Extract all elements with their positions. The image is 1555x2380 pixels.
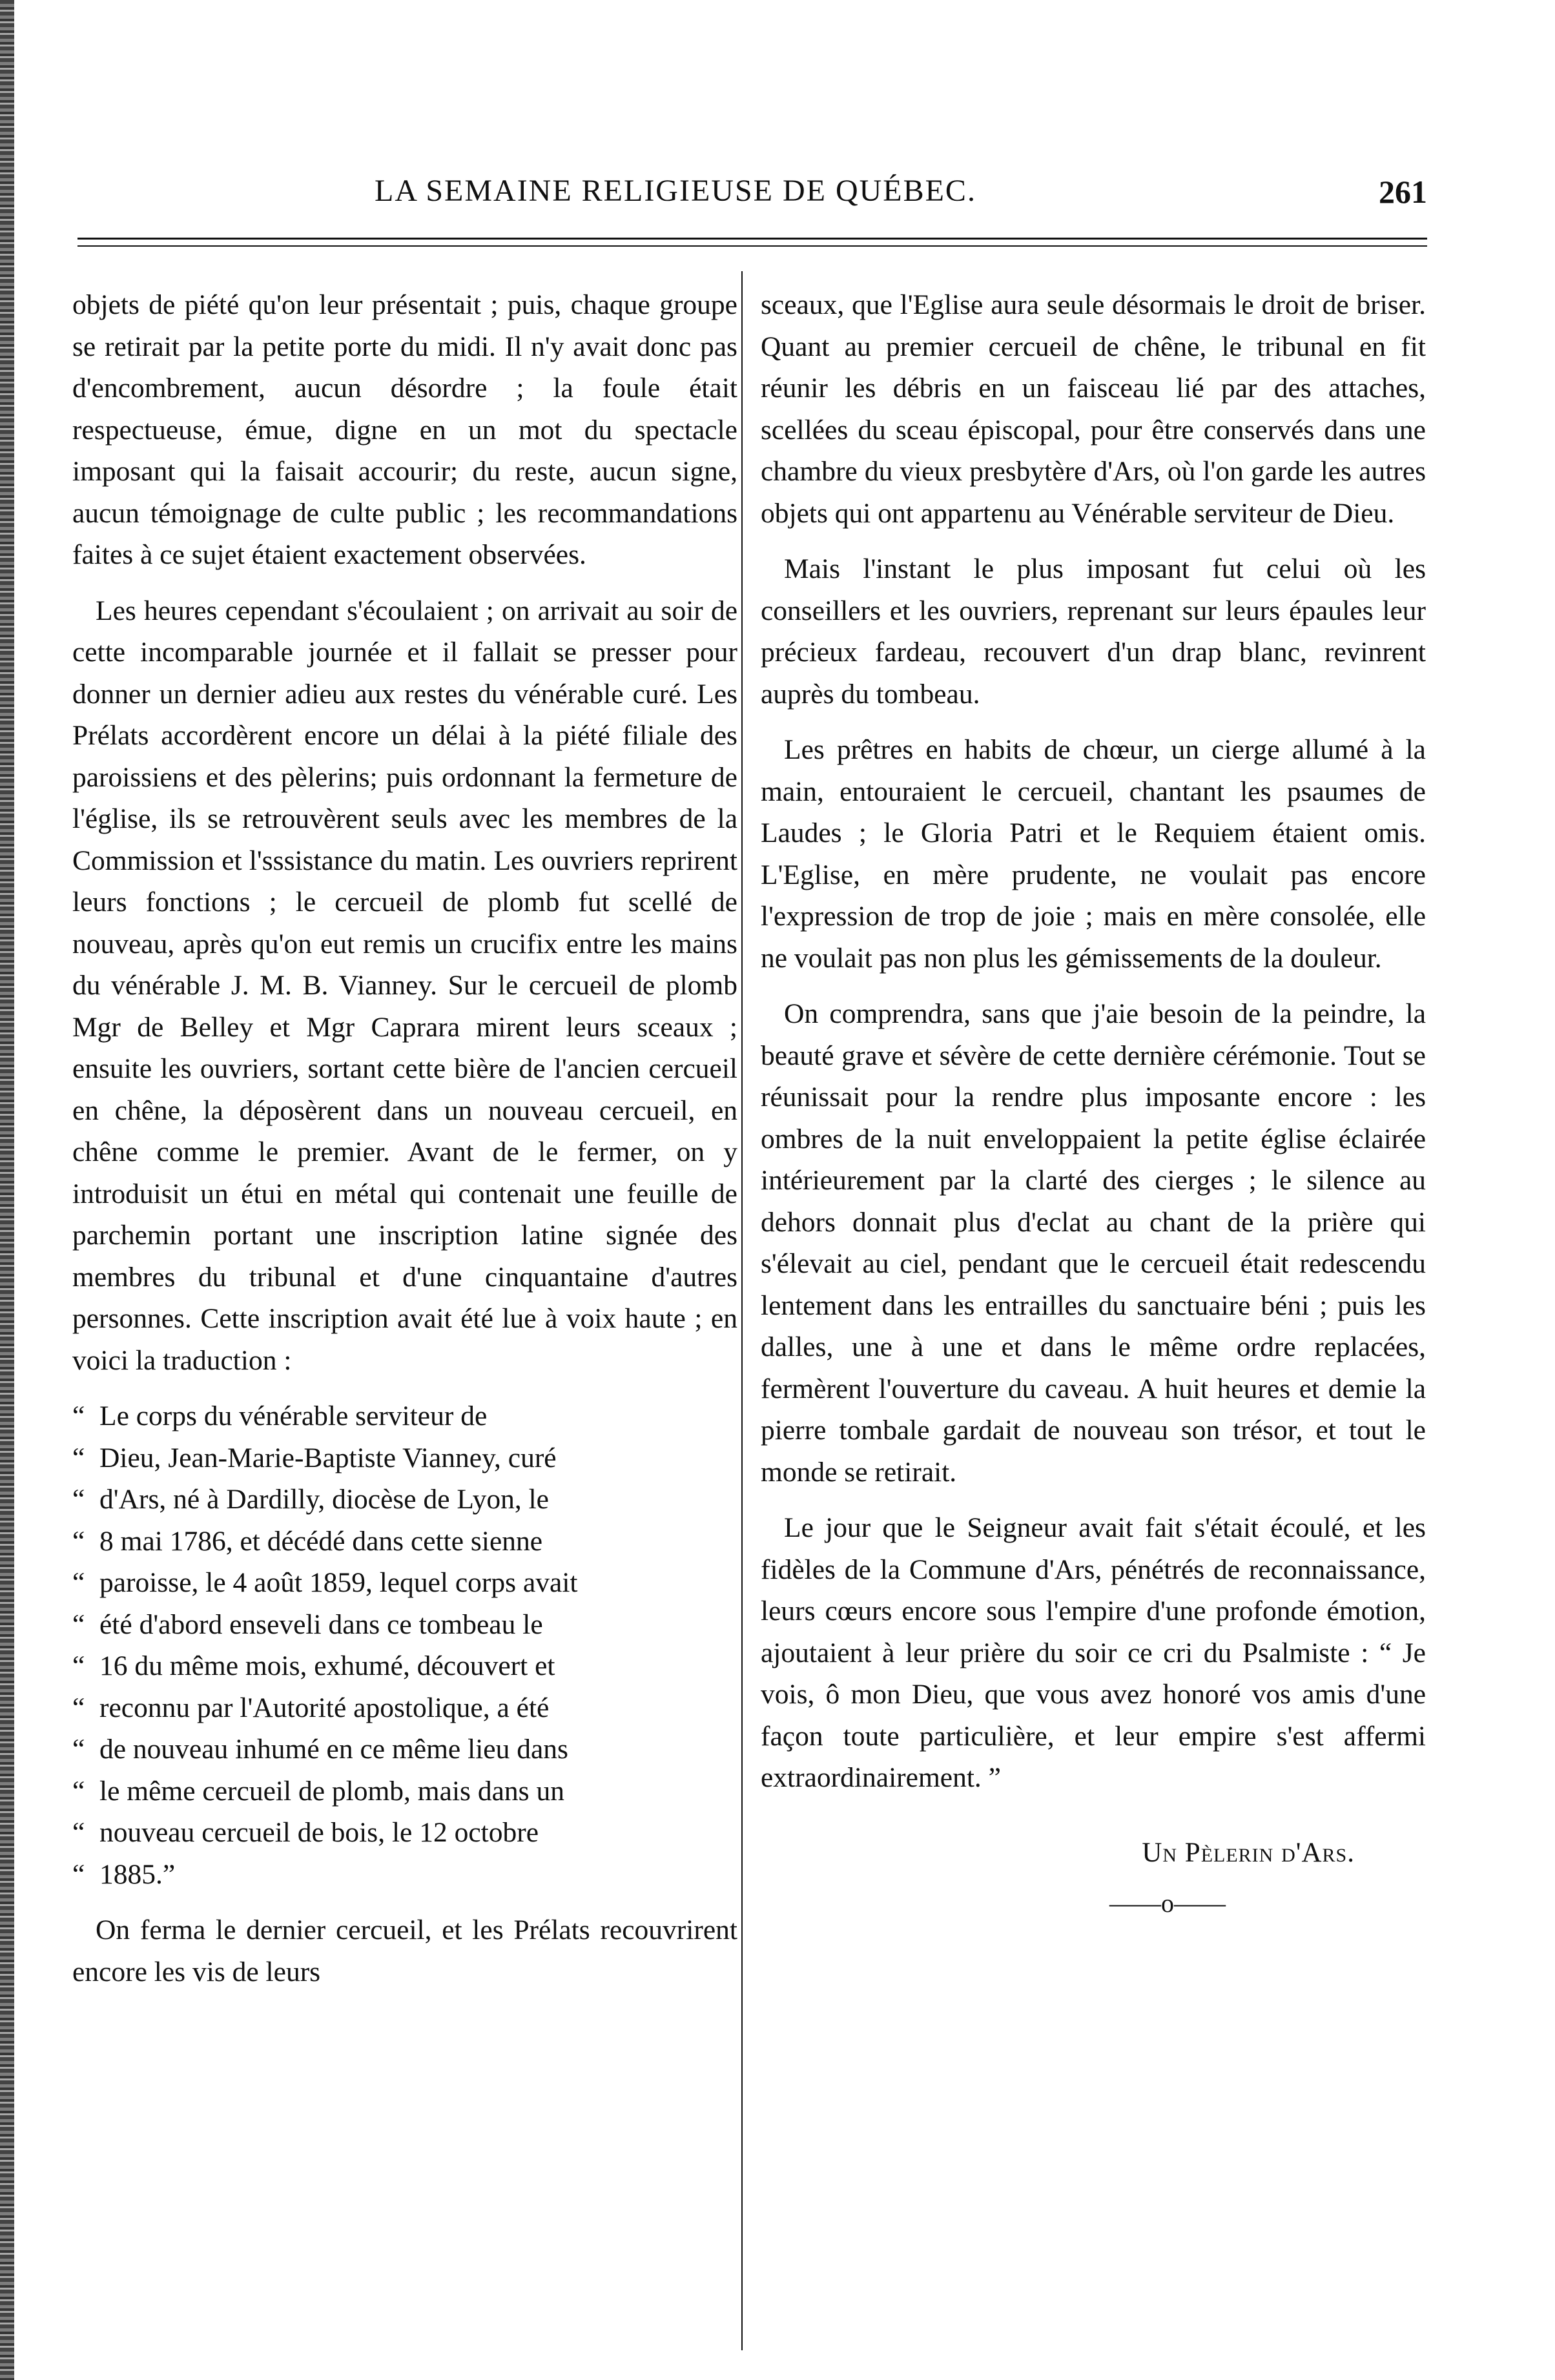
quote-mark: “ — [72, 1858, 85, 1890]
quote-mark: “ — [72, 1650, 85, 1681]
quote-mark: “ — [72, 1692, 85, 1723]
quote-text: été d'abord enseveli dans ce tombeau le — [99, 1608, 543, 1640]
quote-text: de nouveau inhumé en ce même lieu dans — [99, 1734, 568, 1765]
quote-line — [72, 1729, 737, 1770]
quote-text: 8 mai 1786, et décédé dans cette sienne — [99, 1525, 543, 1557]
quote-line — [72, 1854, 737, 1896]
quote-line — [72, 1687, 737, 1729]
right-paragraph-5: Le jour que le Seigneur avait fait s'était écoulé, et les fidèles de la Commune d'Ars, pénétrés de reconnaissance, leurs cœurs encore sous l'empire d'une profonde émotion, ajoutaient à leur prière du soir ce cri du Psalmiste : “ Je vois, ô mon Dieu, que vous avez honoré vos amis d'une façon toute particulière, et leur empire s'est affermi extraordinairement. ” — [761, 1512, 1426, 1793]
quote-text: reconnu par l'Autorité apostolique, a été — [99, 1692, 550, 1723]
quote-mark: “ — [72, 1775, 85, 1807]
right-paragraph-1: sceaux, que l'Eglise aura seule désormais le droit de briser. Quant au premier cercueil de chêne, le tribunal en fit réunir les débris en un faisceau lié par des attaches, scellées du sceau épiscopal, pour être conservés dans une chambre du vieux presbytère d'Ars, où l'on garde les autres objets qui ont appartenu au Vénérable serviteur de Dieu. — [761, 289, 1426, 529]
latin-inscription-translation — [72, 1395, 737, 1895]
quote-line — [72, 1562, 737, 1604]
quote-mark: “ — [72, 1608, 85, 1640]
quote-text: 1885.” — [99, 1858, 176, 1890]
left-column — [72, 284, 737, 1993]
quote-line — [72, 1395, 737, 1437]
quote-line — [72, 1521, 737, 1563]
column-divider — [741, 271, 743, 2350]
quote-text: 16 du même mois, exhumé, découvert et — [99, 1650, 555, 1681]
quote-text: paroisse, le 4 août 1859, lequel corps avait — [99, 1567, 578, 1598]
quote-mark: “ — [72, 1567, 85, 1598]
quote-line — [72, 1437, 737, 1479]
quote-line — [72, 1604, 737, 1646]
right-paragraph-4: On comprendra, sans que j'aie besoin de la peindre, la beauté grave et sévère de cette dernière cérémonie. Tout se réunissait pour la rendre plus imposante encore : les ombres de la nuit enveloppaient la petite église éclairée intérieurement par la clarté des cierges ; le silence au dehors donnait plus d'eclat au chant de la prière qui s'élevait au ciel, pendant que le cercueil était redescendu lentement dans les entrailles du sanctuaire béni ; puis les dalles, une à une et dans le même ordre replacées, fermèrent l'ouverture du caveau. A huit heures et demie la pierre tombale gardait de nouveau son trésor, et tout le monde se retirait. — [761, 998, 1426, 1488]
quote-mark: “ — [72, 1442, 85, 1473]
left-paragraph-3: On ferma le dernier cercueil, et les Prélats recouvrirent encore les vis de leurs — [72, 1914, 737, 1987]
quote-mark: “ — [72, 1484, 85, 1515]
quote-mark: “ — [72, 1525, 85, 1557]
quote-mark: “ — [72, 1734, 85, 1765]
quote-text: Dieu, Jean-Marie-Baptiste Vianney, curé — [99, 1442, 557, 1473]
right-paragraph-2: Mais l'instant le plus imposant fut celui où les conseillers et les ouvriers, reprenant sur leurs épaules leur précieux fardeau, recouvert d'un drap blanc, revinrent auprès du tombeau. — [761, 553, 1426, 710]
page-number: 261 — [1379, 174, 1427, 210]
right-paragraph-3: Les prêtres en habits de chœur, un cierge allumé à la main, entouraient le cercueil, chantant les psaumes de Laudes ; le Gloria Patri et le Requiem étaient omis. L'Eglise, en mère prudente, ne voulait pas encore l'expression de trop de joie ; mais en mère consolée, elle ne voulait pas non plus les gémissements de la douleur. — [761, 734, 1426, 974]
quote-line — [72, 1479, 737, 1521]
running-head — [77, 173, 1427, 218]
author-signature: Un Pèlerin d'Ars. — [1142, 1837, 1355, 1868]
running-title: LA SEMAINE RELIGIEUSE DE QUÉBEC. — [375, 174, 976, 208]
binding-edge — [0, 0, 14, 2380]
quote-mark: “ — [72, 1400, 85, 1431]
quote-line — [72, 1812, 737, 1854]
quote-text: nouveau cercueil de bois, le 12 octobre — [99, 1817, 539, 1848]
end-ornament: ——o—— — [1109, 1889, 1226, 1918]
quote-mark: “ — [72, 1817, 85, 1848]
quote-line — [72, 1770, 737, 1812]
right-column — [761, 284, 1426, 1925]
quote-line — [72, 1645, 737, 1687]
header-rule-top — [77, 238, 1427, 240]
header-rule-bottom — [77, 245, 1427, 247]
quote-text: Le corps du vénérable serviteur de — [99, 1400, 488, 1431]
quote-text: le même cercueil de plomb, mais dans un — [99, 1775, 564, 1807]
left-paragraph-2: Les heures cependant s'écoulaient ; on arrivait au soir de cette incomparable journée et il fallait se presser pour donner un dernier adieu aux restes du vénérable curé. Les Prélats accordèrent encore un délai à la piété filiale des paroissiens et des pèlerins; puis ordonnant la fermeture de l'église, ils se retrouvèrent seuls avec les membres de la Commission et l'sssistance du matin. Les ouvriers reprirent leurs fonctions ; le cercueil de plomb fut scellé de nouveau, après qu'on eut remis un crucifix entre les mains du vénérable J. M. B. Vianney. Sur le cercueil de plomb Mgr de Belley et Mgr Caprara mirent leurs sceaux ; ensuite les ouvriers, sortant cette bière de l'ancien cercueil en chêne, la déposèrent dans un nouveau cercueil, en chêne comme le premier. Avant de le fermer, on y introduisit un étui en métal qui contenait une feuille de parchemin portant une inscription latine signée des membres du tribunal et d'une cinquantaine d'autres personnes. Cette inscription avait été lue à voix haute ; en voici la traduction : — [72, 595, 737, 1376]
quote-text: d'Ars, né à Dardilly, diocèse de Lyon, le — [99, 1484, 549, 1515]
left-paragraph-1: objets de piété qu'on leur présentait ; puis, chaque groupe se retirait par la petite porte du midi. Il n'y avait donc pas d'encombrement, aucun désordre ; la foule était respectueuse, émue, digne en un mot du spectacle imposant qui la faisait accourir; du reste, aucun signe, aucun témoignage de culte public ; les recommandations faites à ce sujet étaient exactement observées. — [72, 289, 737, 570]
